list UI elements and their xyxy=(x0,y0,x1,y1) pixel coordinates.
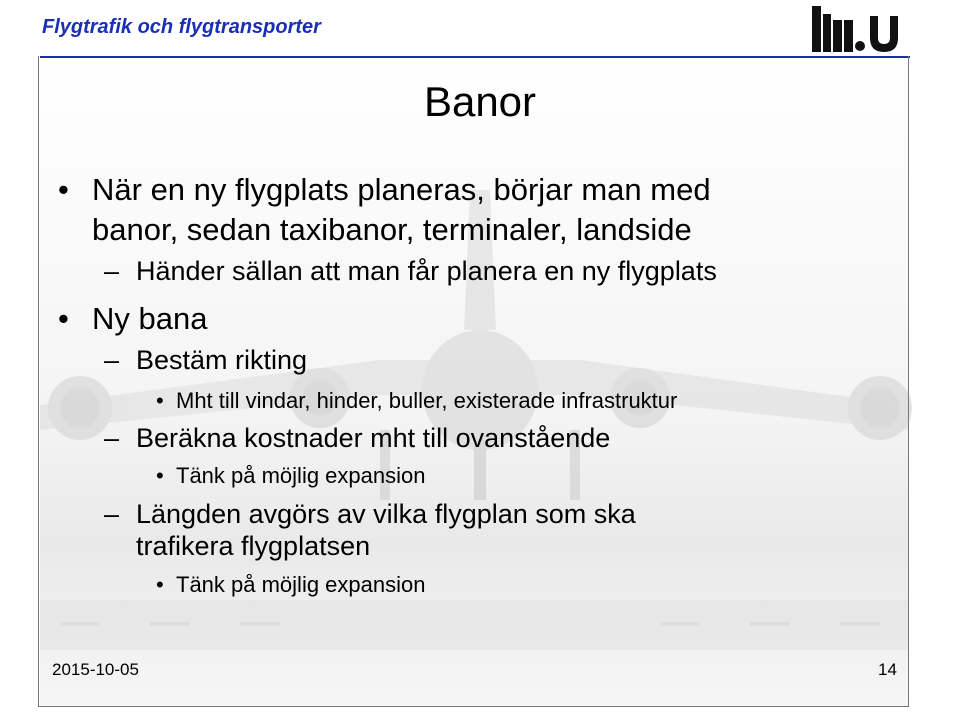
dash-marker: – xyxy=(104,423,120,453)
subsubbullet-text: Mht till vindar, hinder, buller, existerade infrastruktur xyxy=(176,388,678,413)
subbullet-text: Händer sällan att man får planera en ny flygplats xyxy=(136,256,717,286)
frame-border-bottom xyxy=(38,706,909,707)
subbullet-text: Bestäm rikting xyxy=(136,345,308,375)
course-title: Flygtrafik och flygtransporter xyxy=(42,16,321,38)
subbullet-text: Beräkna kostnader mht till ovanstående xyxy=(136,423,611,453)
small-bullet-dot: • xyxy=(156,572,164,597)
subsubbullet-text: Tänk på möjlig expansion xyxy=(176,572,426,597)
bullet-text: När en ny flygplats planeras, börjar man med xyxy=(92,172,711,207)
liu-logo-icon xyxy=(812,6,904,52)
small-bullet-dot: • xyxy=(156,463,164,488)
dash-marker: – xyxy=(104,345,120,375)
dash-marker: – xyxy=(104,256,120,286)
subsubbullet-text: Tänk på möjlig expansion xyxy=(176,463,426,488)
subbullet-text: trafikera flygplatsen xyxy=(136,531,371,561)
dash-marker: – xyxy=(104,499,120,529)
frame-border-right xyxy=(908,56,909,706)
header-divider xyxy=(40,56,910,58)
slide-title: Banor xyxy=(423,78,537,125)
bullet-text: banor, sedan taxibanor, terminaler, landside xyxy=(92,212,692,247)
frame-border-left xyxy=(38,56,39,706)
footer-date: 2015-10-05 xyxy=(52,660,139,679)
subbullet-text: Längden avgörs av vilka flygplan som ska xyxy=(136,499,636,529)
bullet-dot: • xyxy=(58,172,69,207)
small-bullet-dot: • xyxy=(156,388,164,413)
bullet-dot: • xyxy=(58,301,69,336)
page-number: 14 xyxy=(878,660,897,679)
bullet-text: Ny bana xyxy=(92,301,208,336)
